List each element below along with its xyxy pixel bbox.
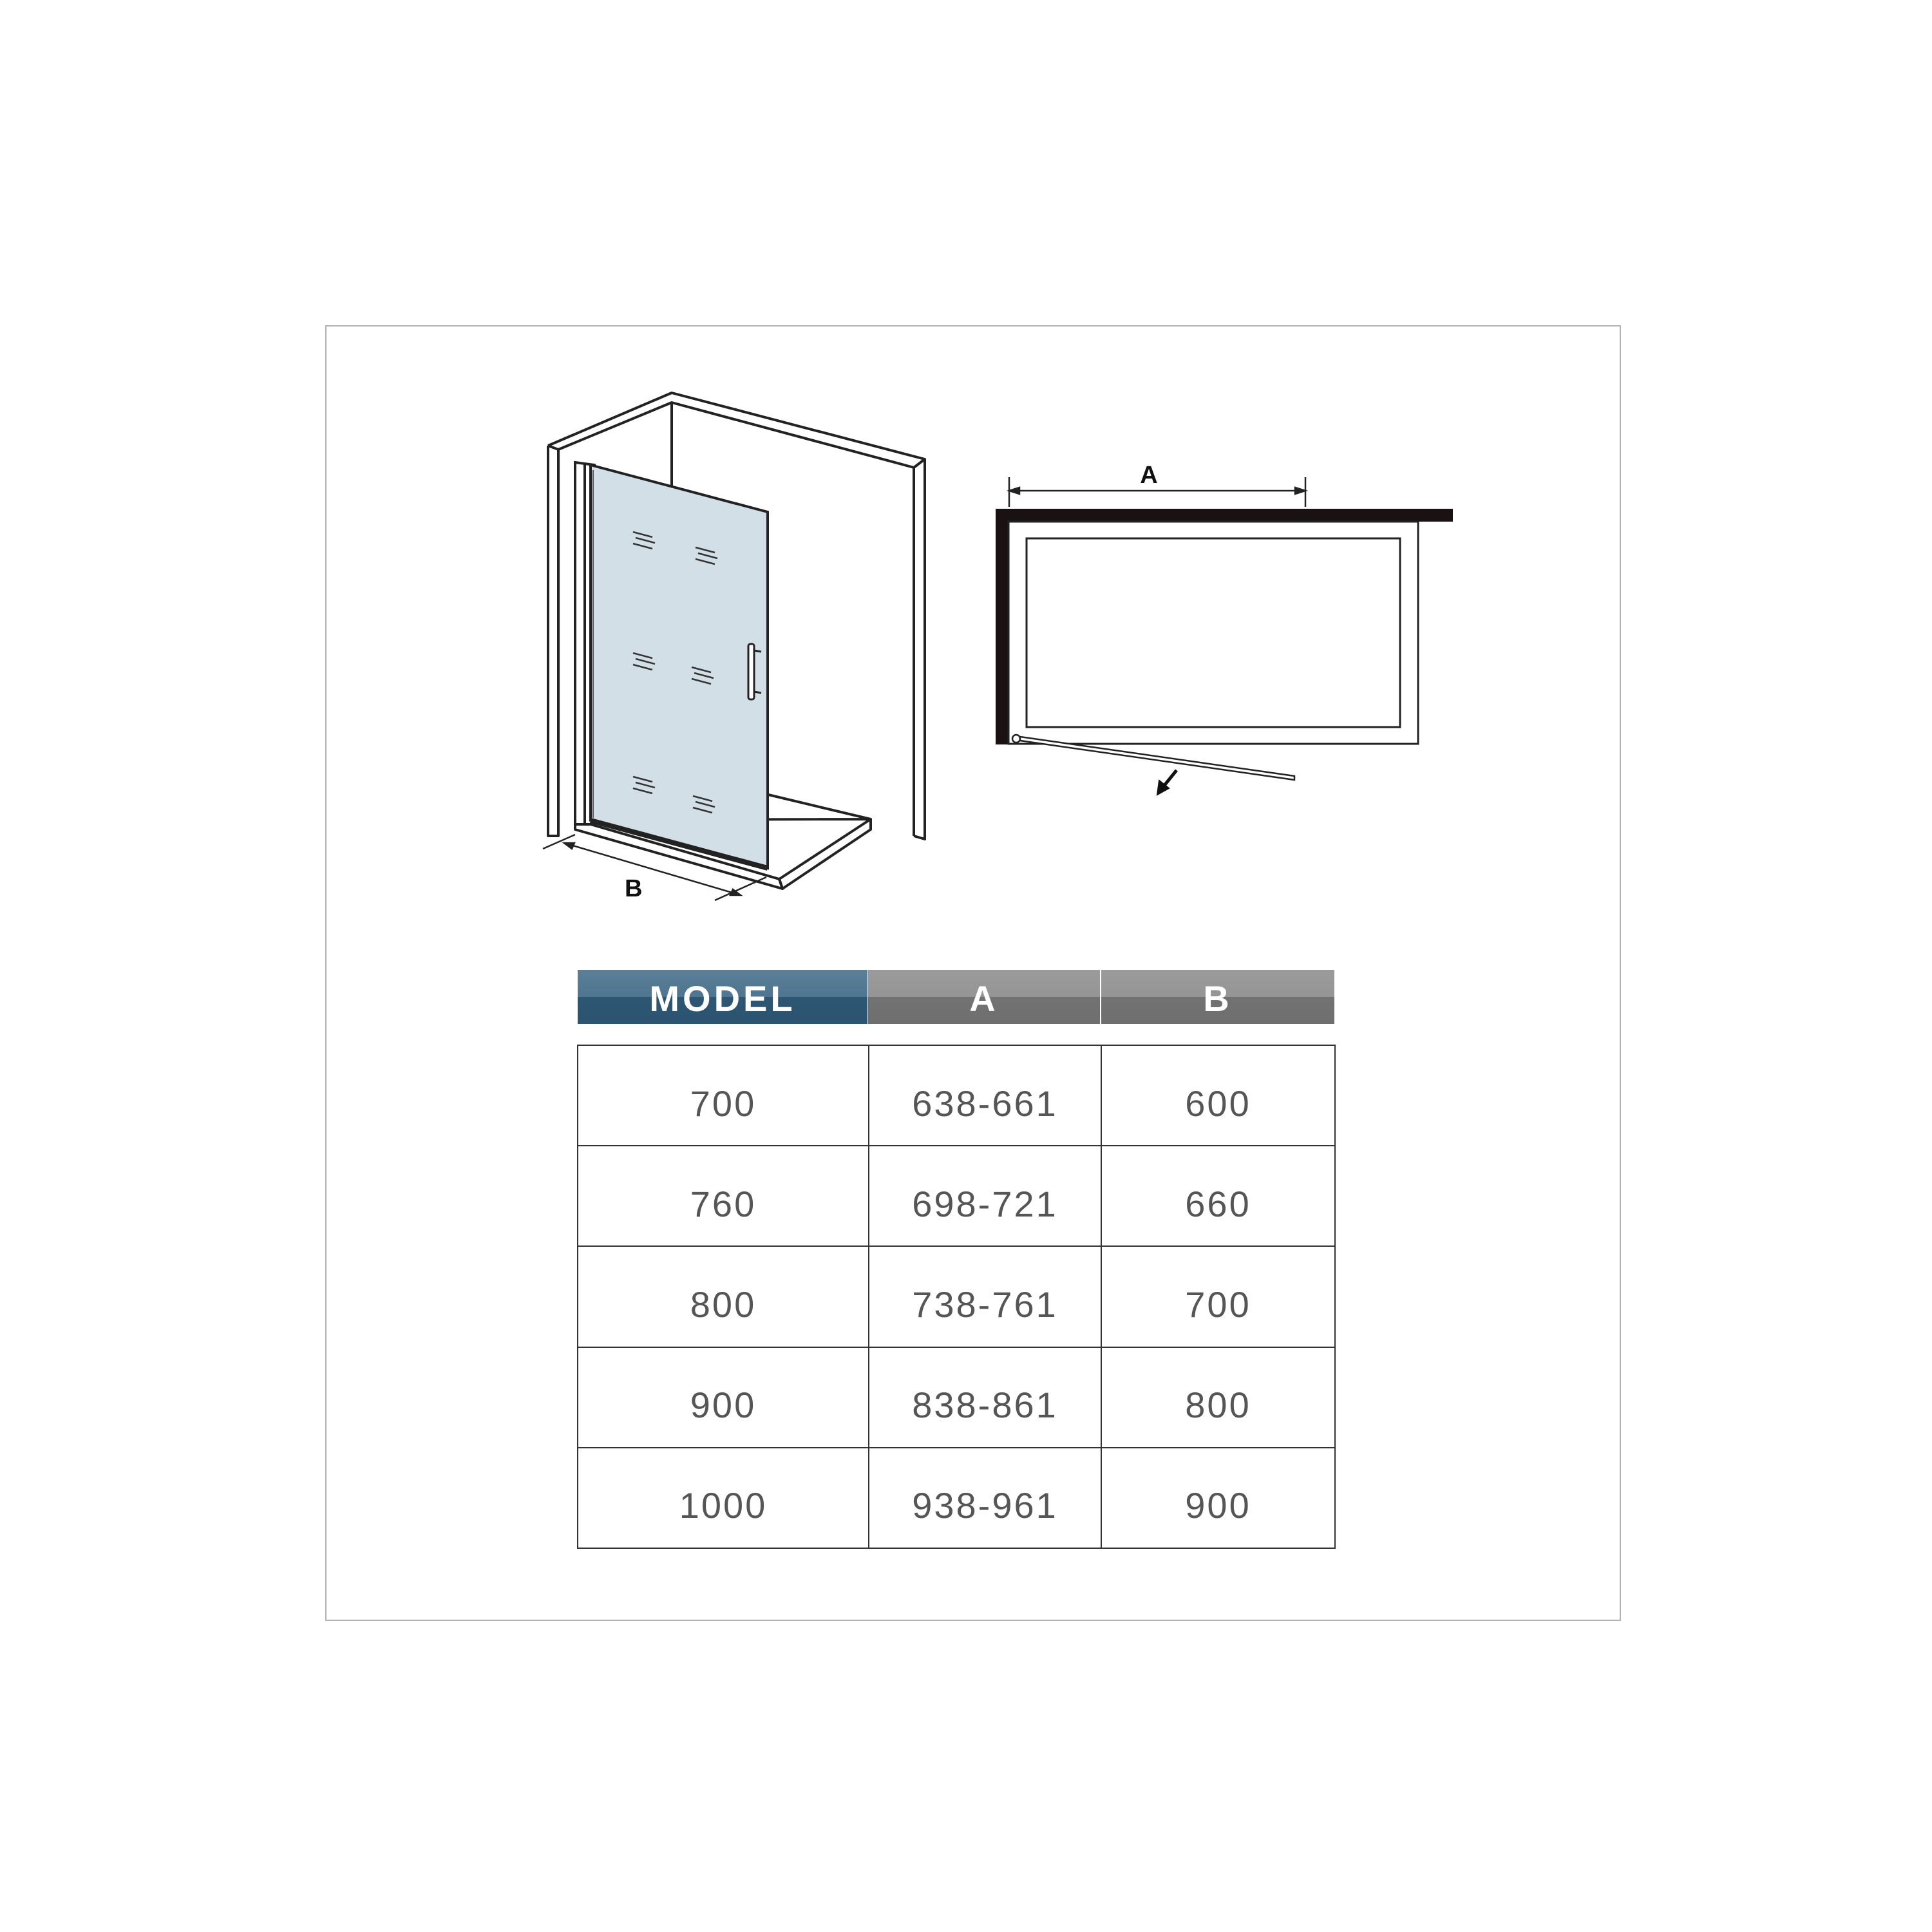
- dimension-a-label: A: [1140, 462, 1158, 489]
- b-cell: 900: [1101, 1448, 1335, 1548]
- table-row: [578, 1045, 1335, 1146]
- plan-view: [996, 462, 1453, 795]
- b-cell: 660: [1101, 1146, 1335, 1246]
- header-a: A: [868, 970, 1100, 1024]
- plan-tray-inner: [1027, 538, 1400, 727]
- header-b: B: [1101, 970, 1334, 1024]
- table-row: [578, 1146, 1335, 1246]
- b-cell: 600: [1101, 1045, 1335, 1146]
- swing-arrow-icon: [1157, 770, 1177, 795]
- a-cell: 638-661: [869, 1045, 1101, 1146]
- model-cell: 800: [578, 1246, 869, 1347]
- model-cell: 1000: [578, 1448, 869, 1548]
- a-cell: 738-761: [869, 1246, 1101, 1347]
- b-cell: 800: [1101, 1347, 1335, 1448]
- glass-panel: [591, 465, 768, 868]
- plan-back-wall: [996, 509, 1453, 522]
- dimension-b-label: B: [625, 875, 643, 902]
- a-cell: 838-861: [869, 1347, 1101, 1448]
- dimension-table: [577, 1045, 1336, 1549]
- perspective-view: [543, 393, 925, 902]
- table-row: [578, 1448, 1335, 1548]
- model-cell: 700: [578, 1045, 869, 1146]
- table-row: [578, 1246, 1335, 1347]
- model-cell: 760: [578, 1146, 869, 1246]
- b-cell: 700: [1101, 1246, 1335, 1347]
- a-cell: 698-721: [869, 1146, 1101, 1246]
- header-model: MODEL: [578, 970, 867, 1024]
- a-cell: 938-961: [869, 1448, 1101, 1548]
- plan-side-wall: [996, 509, 1009, 744]
- table-row: [578, 1347, 1335, 1448]
- model-cell: 900: [578, 1347, 869, 1448]
